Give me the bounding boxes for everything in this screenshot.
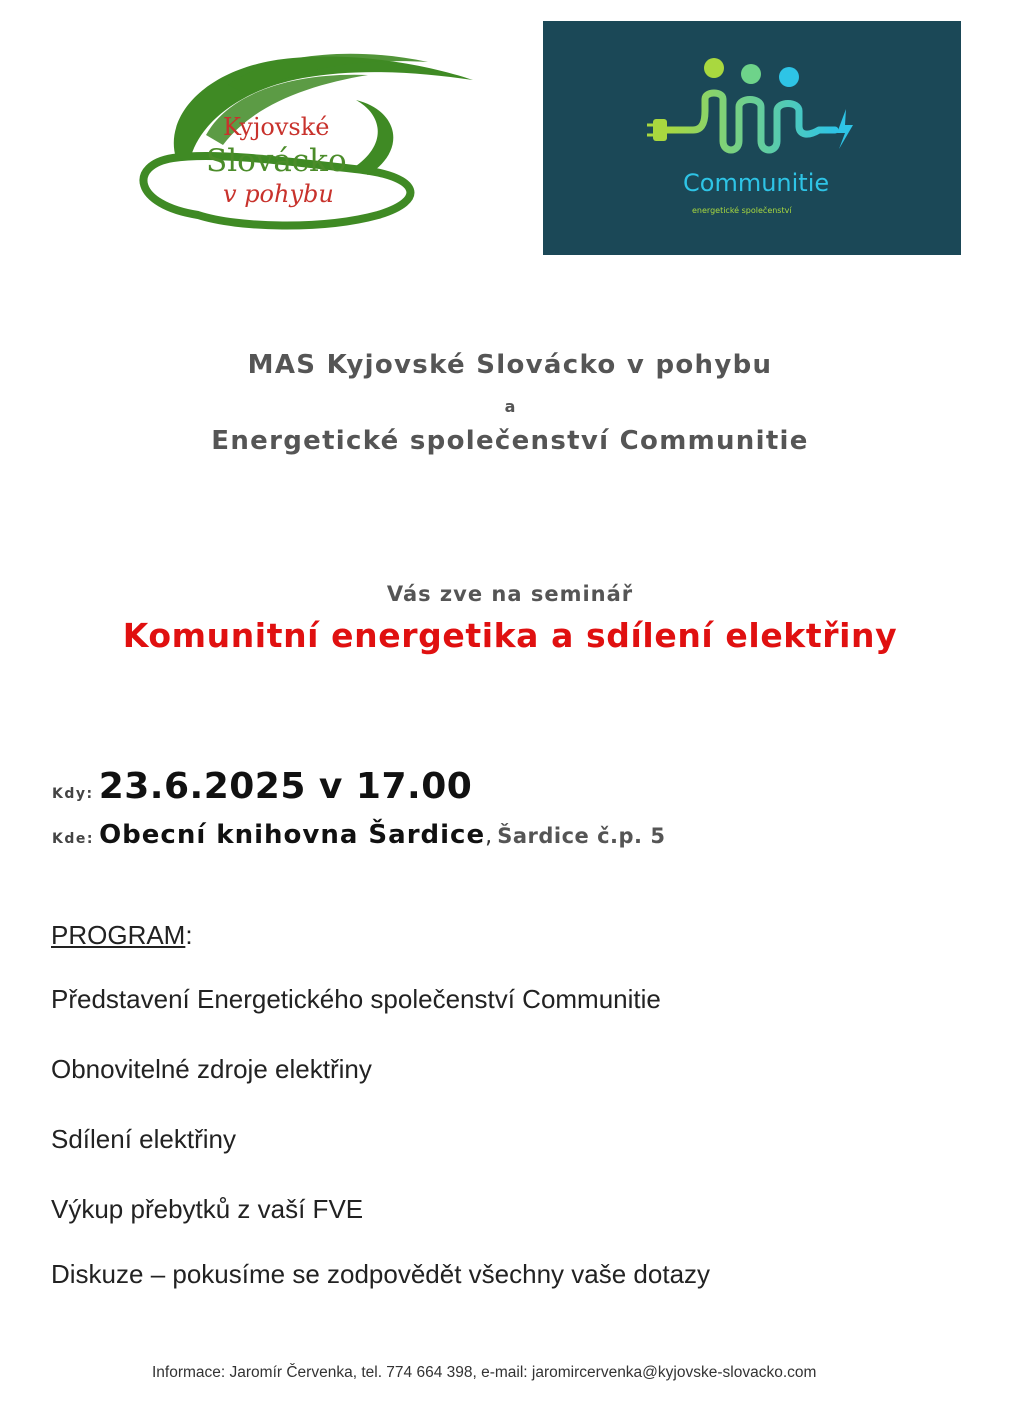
program-item: Výkup přebytků z vaší FVE [51, 1194, 364, 1224]
seminar-title: Komunitní energetika a sdílení elektřiny [122, 616, 898, 655]
communitie-logo-name: Communitie [683, 169, 830, 197]
event-where [52, 820, 665, 850]
program-heading [51, 920, 193, 951]
when-label: Kdy: [52, 786, 94, 802]
event-when [52, 766, 472, 807]
where-label: Kde: [52, 831, 94, 847]
program-item: Sdílení elektřiny [51, 1124, 236, 1154]
organizer-conjunction: a [504, 397, 516, 416]
plug-people-icon [543, 21, 961, 255]
program-item: Představení Energetického společenství Communitie [51, 984, 661, 1014]
organizer-1: MAS Kyjovské Slovácko v pohybu [247, 350, 773, 380]
where-address: Šardice č.p. 5 [497, 824, 666, 848]
when-value: 23.6.2025 v 17.00 [98, 766, 473, 807]
program-item: Diskuze – pokusíme se zodpovědět všechny vaše dotazy [51, 1259, 711, 1289]
logo-text-slovacko: Slovácko [206, 143, 347, 179]
where-venue: Obecní knihovna Šardice [99, 820, 486, 850]
program-heading-text: PROGRAM [51, 920, 186, 950]
communitie-logo-subtitle: energetické společenství [692, 206, 792, 215]
logo-text-kyjovske: Kyjovské [223, 113, 330, 141]
communitie-logo [543, 21, 961, 255]
kyjovske-slovacko-logo [128, 40, 478, 230]
where-separator: , [485, 824, 493, 849]
invitation-intro: Vás zve na seminář [386, 582, 634, 606]
footer-contact: Informace: Jaromír Červenka, tel. 774 664 398, e-mail: jaromircervenka@kyjovske-slovacko.com [152, 1364, 817, 1381]
logo-text-v-pohybu: v pohybu [223, 180, 334, 208]
program-heading-colon: : [185, 920, 193, 950]
program-item: Obnovitelné zdroje elektřiny [51, 1054, 372, 1084]
organizer-2: Energetické společenství Communitie [211, 426, 809, 456]
